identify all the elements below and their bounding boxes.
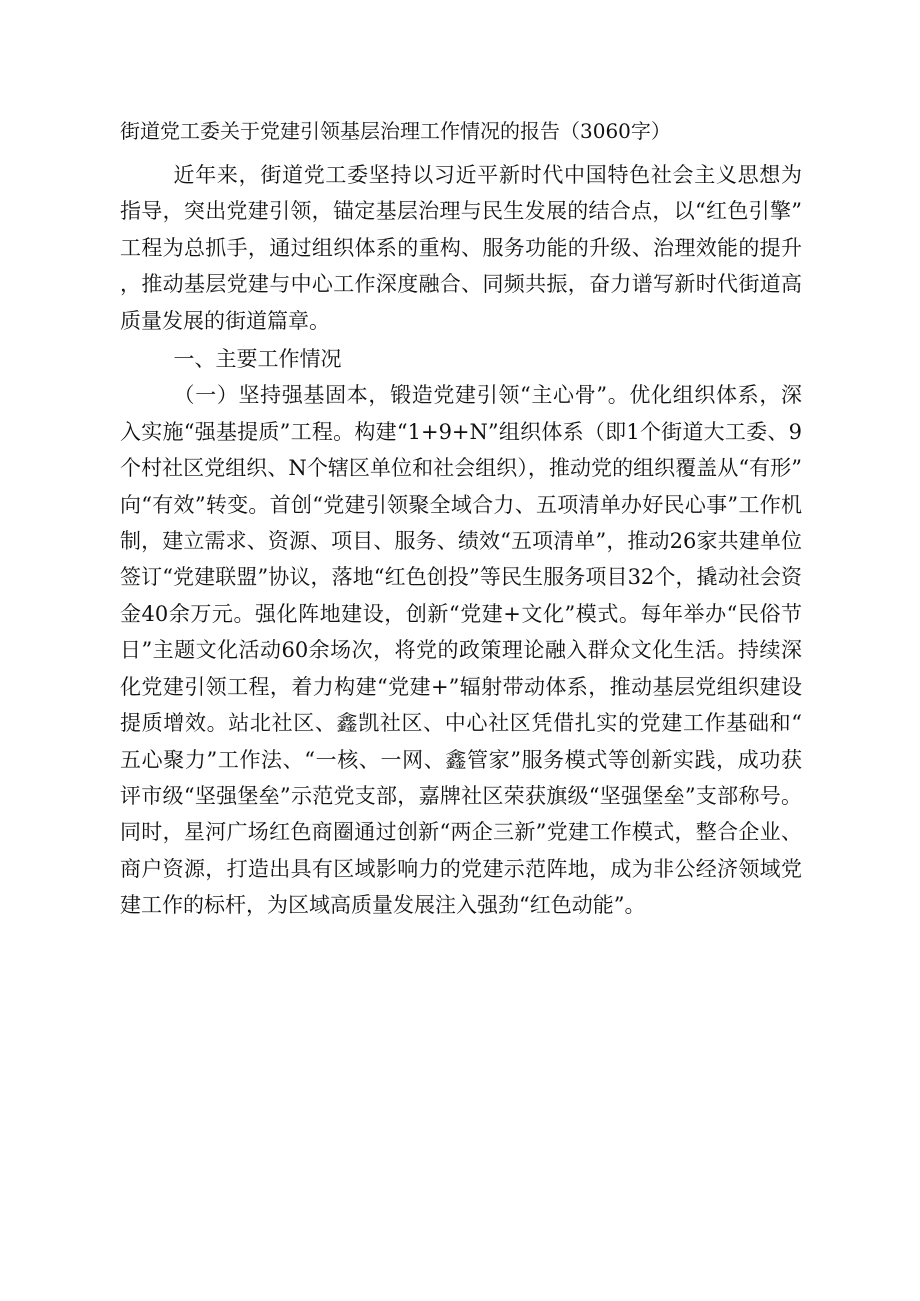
intro-paragraph: 近年来，街道党工委坚持以习近平新时代中国特色社会主义思想为指导，突出党建引领，锚定基层治理与民生发展的结合点，以“红色引擎”工程为总抓手，通过组织体系的重构、服务功能的升级、治理效能的提升，推动基层党建与中心工作深度融合、同频共振，奋力谱写新时代街道高质量发展的街道篇章。 <box>120 163 802 333</box>
document-body <box>120 113 802 924</box>
document-title: 街道党工委关于党建引领基层治理工作情况的报告（3060字） <box>120 119 671 143</box>
section-heading-1: 一、主要工作情况 <box>173 347 342 372</box>
section-1-paragraph-1: （一）坚持强基固本，锻造党建引领“主心骨”。优化组织体系，深入实施“强基提质”工程。构建“1+9+N”组织体系（即1个街道大工委、9个村社区党组织、N个辖区单位和社会组织），推动党的组织覆盖从“有形”向“有效”转变。首创“党建引领聚全域合力、五项清单办好民心事”工作机制，建立需求、资源、项目、服务、绩效“五项清单”，推动26家共建单位签订“党建联盟”协议，落地“红色创投”等民生服务项目32个，撬动社会资金40余万元。强化阵地建设，创新“党建+文化”模式。每年举办“民俗节日”主题文化活动60余场次，将党的政策理论融入群众文化生活。持续深化党建引领工程，着力构建“党建+”辐射带动体系，推动基层党组织建设提质增效。站北社区、鑫凯社区、中心社区凭借扎实的党建工作基础和“五心聚力”工作法、“一核、一网、鑫管家”服务模式等创新实践，成功获评市级“坚强堡垒”示范党支部，嘉牌社区荣获旗级“坚强堡垒”支部称号。同时，星河广场红色商圈通过创新“两企三新”党建工作模式，整合企业、商户资源，打造出具有区域影响力的党建示范阵地，成为非公经济领域党建工作的标杆，为区域高质量发展注入强劲“红色动能”。 <box>120 383 802 918</box>
